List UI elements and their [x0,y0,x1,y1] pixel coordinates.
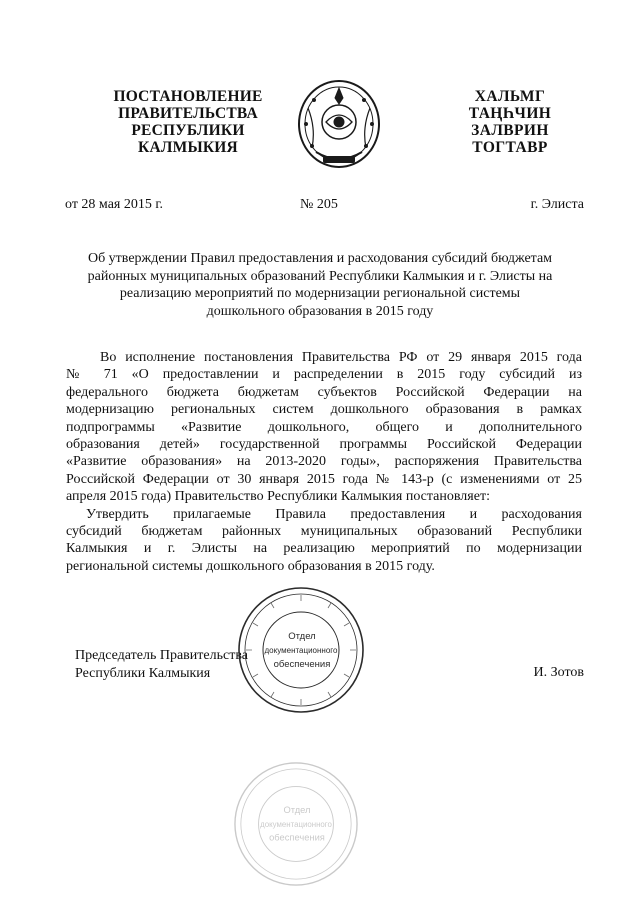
document-title [60,250,580,320]
body-line: № 71 «О предоставлении и распределении в 2015 году субсидий из [66,367,582,383]
header-russian [88,88,288,156]
body-line: апреля 2015 года) Правительство Республики Калмыкия постановляет: [66,489,490,505]
stamp-center-line: Отдел [288,631,316,642]
body-line: подпрограммы «Развитие дошкольного, общего и дополнительного [66,419,582,435]
stamp-center-line: документационного [264,646,338,655]
body-line: образования детей» государственной программы Российской Федерации [66,437,582,453]
header-right-line: ХАЛЬМГ [474,88,546,105]
body-line: региональной системы дошкольного образования в 2015 году. [66,558,435,574]
stamp-bleed-through [232,760,360,888]
stamp-faint-line: документационного [260,819,332,829]
title-line: районных муниципальных образований Республики Калмыкия и г. Элисты на [87,268,553,284]
title-line: Об утверждении Правил предоставления и расходования субсидий бюджетам [87,251,553,266]
header-left-line: РЕСПУБЛИКИ [131,122,245,139]
header-right-line: ЗАЛВРИН [471,122,549,139]
signatory-name: И. Зотов [533,665,584,680]
body-line: Во исполнение постановления Правительства РФ от 29 января 2015 года [100,350,582,365]
body-line: Утвердить прилагаемые Правила предоставления и расходования [86,506,582,522]
header-left-line: КАЛМЫКИЯ [138,139,238,156]
stamp-faint-line: обеспечения [269,832,325,843]
body-line: субсидий бюджетам районных муниципальных образований Республики [66,524,582,540]
official-stamp [236,585,366,715]
document-city: г. Элиста [530,197,584,212]
header-left-line: ПРАВИТЕЛЬСТВА [118,105,258,122]
header-right-line: ТОГТАВР [472,139,548,156]
document-body [66,349,582,575]
body-line: Калмыкия и г. Элисты на реализацию мероприятий по модернизации [66,541,582,557]
stamp-faint-line: Отдел [283,805,311,816]
body-line: модернизацию региональных систем дошкольного образования в рамках [66,402,582,418]
document-number: № 205 [300,197,338,212]
signatory-position-line: Республики Калмыкия [75,666,211,681]
header-left-line: ПОСТАНОВЛЕНИЕ [113,88,263,105]
body-line: «Развитие образования» на 2013-2020 годы», распоряжения Правительства [66,454,582,470]
title-line: реализацию мероприятий по модернизации региональной системы [119,286,521,301]
signatory-position [75,647,248,683]
body-line: Российской Федерации от 30 января 2015 года № 143-р (с изменениями от 25 [66,471,582,487]
signatory-position-line: Председатель Правительства [75,648,248,663]
header-kalmyk [450,88,570,156]
document-date: от 28 мая 2015 г. [65,197,164,212]
header-right-line: ТАҢҺЧИН [468,105,552,122]
stamp-center-line: обеспечения [273,659,331,670]
body-line: федерального бюджета бюджетам субъектов Российской Федерации на [66,384,582,400]
title-line: дошкольного образования в 2015 году [206,303,434,319]
coat-of-arms-emblem [296,78,382,170]
